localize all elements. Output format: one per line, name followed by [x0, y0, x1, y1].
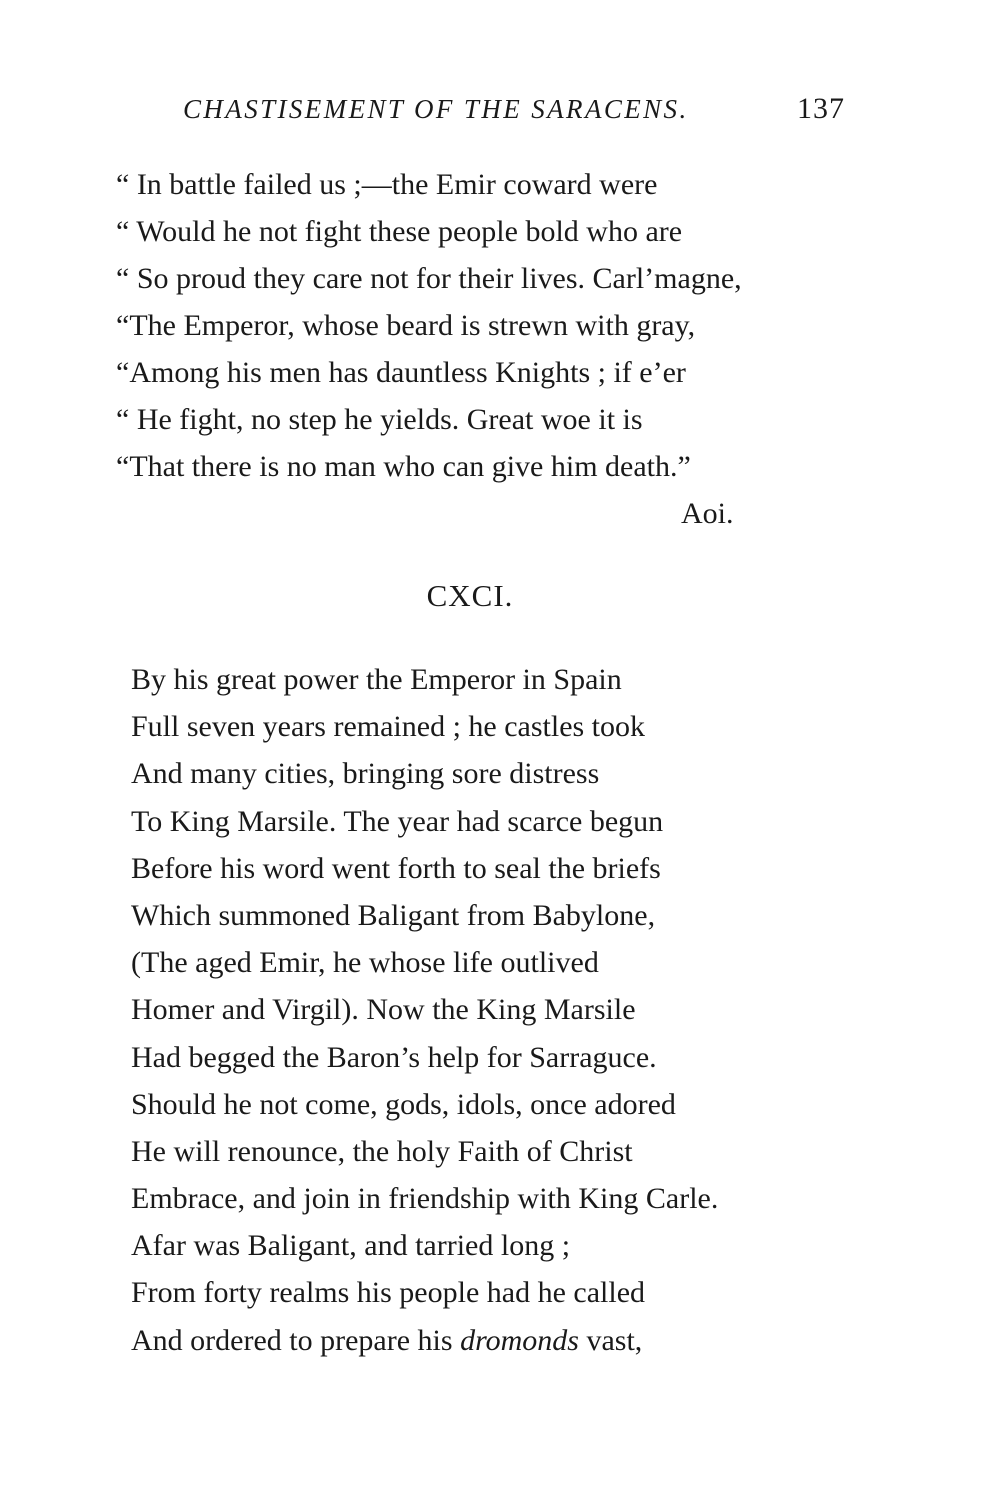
verse-text: vast,: [578, 1323, 643, 1357]
italic-word: dromonds: [460, 1323, 579, 1357]
verse-line: “ He fight, no step he yields. Great woe it is: [116, 403, 643, 436]
verse-line: “That there is no man who can give him death.”: [116, 450, 691, 483]
verse-line: To King Marsile. The year had scarce begun: [131, 804, 664, 838]
verse-line: Afar was Baligant, and tarried long ;: [131, 1229, 571, 1263]
verse-line: From forty realms his people had he called: [131, 1276, 646, 1310]
verse-line: Embrace, and join in friendship with King Carle.: [131, 1182, 719, 1216]
page-number: 137: [797, 92, 845, 125]
verse-line: Full seven years remained ; he castles took: [131, 710, 646, 744]
verse-line: Which summoned Baligant from Babylone,: [131, 898, 656, 932]
verse-line: By his great power the Emperor in Spain: [131, 663, 622, 696]
stanza-continued: [116, 161, 742, 490]
verse-line: Before his word went forth to seal the briefs: [131, 851, 661, 885]
verse-line: He will renounce, the holy Faith of Christ: [131, 1134, 633, 1168]
verse-text: And ordered to prepare his: [131, 1323, 461, 1357]
running-head: [0, 90, 1000, 134]
section-heading: CXCI.: [426, 578, 514, 613]
refrain-aoi: Aoi.: [681, 497, 734, 530]
verse-line-last: [131, 1317, 718, 1364]
verse-line: “ In battle failed us ;—the Emir coward were: [116, 168, 658, 201]
verse-line: Homer and Virgil). Now the King Marsile: [131, 993, 636, 1027]
verse-line: And many cities, bringing sore distress: [131, 757, 600, 791]
verse-line: (The aged Emir, he whose life outlived: [131, 946, 599, 980]
verse-line: “ Would he not fight these people bold who are: [116, 215, 683, 248]
stanza-cxci: [131, 656, 718, 1364]
verse-line: “ So proud they care not for their lives. Carl’magne,: [116, 262, 742, 295]
verse-line: Had begged the Baron’s help for Sarraguce.: [131, 1040, 657, 1074]
verse-line: “Among his men has dauntless Knights ; if e’er: [116, 356, 686, 389]
running-title: CHASTISEMENT OF THE SARACENS.: [183, 94, 689, 124]
verse-line: Should he not come, gods, idols, once adored: [131, 1087, 676, 1121]
verse-line: “The Emperor, whose beard is strewn with gray,: [116, 309, 696, 342]
